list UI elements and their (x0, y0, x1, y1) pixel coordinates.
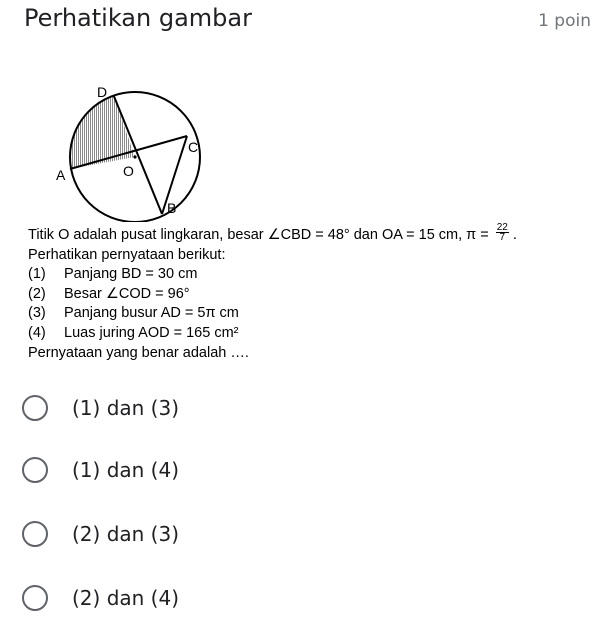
question-title: Perhatikan gambar (24, 4, 252, 32)
option-label: (1) dan (3) (72, 396, 180, 420)
radio-button[interactable] (22, 585, 48, 611)
statement-4 (28, 324, 598, 344)
pi-fraction (496, 223, 509, 242)
option-1[interactable] (22, 388, 582, 428)
statement-number: (4) (28, 324, 46, 341)
problem-line-1 (28, 221, 598, 246)
radio-button[interactable] (22, 395, 48, 421)
problem-given: Titik O adalah pusat lingkaran, besar ∠CBD = 48° dan OA = 15 cm, π = (28, 227, 493, 243)
statement-3 (28, 304, 598, 324)
statement-number: (1) (28, 266, 46, 283)
center-point (133, 155, 136, 158)
statement-text: Panjang busur AD = 5π cm (64, 305, 239, 322)
option-3[interactable] (22, 514, 582, 554)
label-d: D (97, 84, 108, 100)
statement-text: Panjang BD = 30 cm (64, 266, 198, 283)
option-label: (2) dan (3) (72, 522, 180, 546)
pi-numerator: 22 (496, 221, 508, 233)
statement-text: Luas juring AOD = 165 cm² (64, 324, 239, 341)
statement-2 (28, 285, 598, 305)
option-label: (2) dan (4) (72, 586, 180, 610)
problem-closing: Pernyataan yang benar adalah …. (28, 344, 249, 361)
label-o: O (123, 163, 134, 179)
statement-number: (3) (28, 305, 46, 322)
circle-figure (50, 82, 220, 222)
option-2[interactable] (22, 450, 582, 490)
problem-text (28, 221, 598, 363)
label-c: C (188, 139, 199, 155)
shaded-sector-aod (69, 96, 135, 169)
statement-number: (2) (28, 285, 46, 302)
label-b: B (167, 200, 177, 216)
question-points: 1 poin (538, 11, 591, 31)
problem-line-2: Perhatikan pernyataan berikut: (28, 246, 226, 263)
statement-1 (28, 265, 598, 285)
statement-text: Besar ∠COD = 96° (64, 285, 190, 302)
radio-button[interactable] (22, 521, 48, 547)
pi-denominator: 7 (499, 231, 506, 243)
radio-button[interactable] (22, 457, 48, 483)
problem-line-end: . (508, 227, 517, 243)
circle-diagram (50, 82, 220, 222)
label-a: A (56, 167, 66, 183)
option-4[interactable] (22, 578, 582, 618)
option-label: (1) dan (4) (72, 458, 180, 482)
